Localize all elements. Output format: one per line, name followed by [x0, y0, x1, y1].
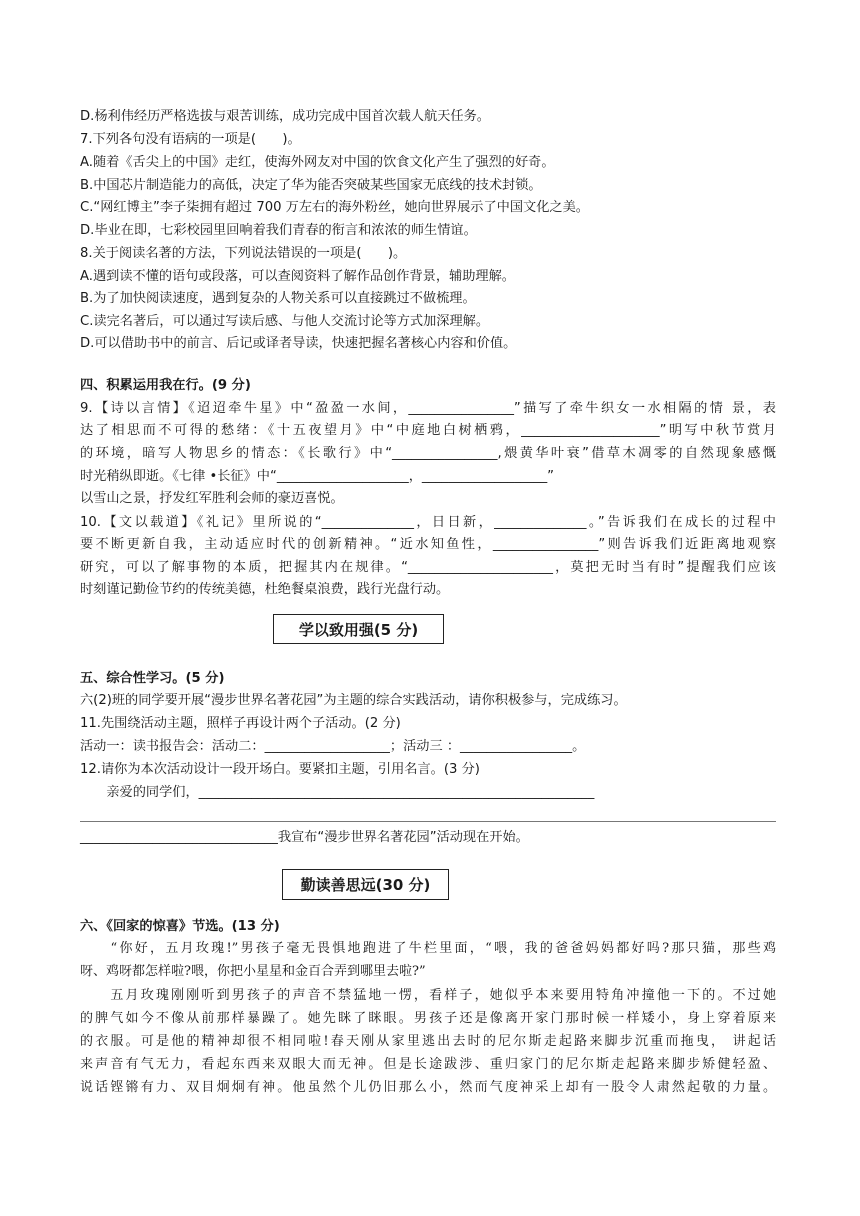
answer-blank-line [80, 821, 776, 822]
question-9-line-4: 时光稍纵即逝。《七律 •长征》中“____________________，___________________” [80, 469, 555, 484]
question-10-line-2: 要不断更新自我，主动适应时代的创新精神。“近水知鱼性，________________”则告诉我们近距离地观察 [80, 537, 776, 552]
section-6-heading: 六、《回家的惊喜》节选。(13 分) [80, 919, 280, 934]
passage-line-1: “你好，五月玫瑰!”男孩子毫无畏惧地跑进了牛栏里面，“喂，我的爸爸妈妈都好吗?那只猫，那些鸡 [80, 941, 776, 956]
question-9-line-1: 9.【诗以言情】《迢迢牵牛星》中“盈盈一水间，________________”描写了牵牛织女一水相隔的情 景，表 [80, 401, 776, 416]
option-7d-prev: D.杨利伟经历严格选拔与艰苦训练，成功完成中国首次载人航天任务。 [80, 109, 490, 124]
question-10-line-4: 时刻谨记勤俭节约的传统美德，杜绝餐桌浪费，践行光盘行动。 [80, 582, 450, 597]
passage-line-5: 的衣服。可是他的精神却很不相同啦!春天刚从家里逃出去时的尼尔斯走起路来脚步沉重而拖曳， 讲起话 [80, 1034, 776, 1049]
passage-line-4: 的脾气如今不像从前那样暴躁了。她先眯了眯眼。男孩子还是像离开家门那时候一样矮小，身上穿着原来 [80, 1011, 776, 1026]
passage-line-3: 五月玫瑰刚刚听到男孩子的声音不禁猛地一愣，看样子，她似乎本来要用特角冲撞他一下的。不过她 [80, 988, 776, 1003]
section-4-heading: 四、积累运用我在行。(9 分) [80, 378, 251, 393]
question-7: 7.下列各句没有语病的一项是( )。 [80, 132, 301, 147]
question-8-option-c: C.读完名著后，可以通过写读后感、与他人交流讨论等方式加深理解。 [80, 314, 490, 329]
question-7-option-d: D.毕业在即，七彩校园里回响着我们青春的衔言和浓浓的师生情谊。 [80, 223, 477, 238]
question-8-option-d: D.可以借助书中的前言、后记或译者导读，快速把握名著核心内容和价值。 [80, 336, 517, 351]
section-5-heading: 五、综合性学习。(5 分) [80, 671, 225, 686]
question-9-line-5: 以雪山之景，抒发红军胜利会师的豪迈喜悦。 [80, 491, 344, 506]
question-9-line-2: 达了相思而不可得的愁绪：《十五夜望月》中“中庭地白树栖鸦，_____________________”明写中秋节赏月 [80, 423, 776, 438]
question-7-option-b: B.中国芯片制造能力的高低，决定了华为能否突破某些国家无底线的技术封锁。 [80, 178, 542, 193]
question-12-opening: 亲爱的同学们，____________________________________________________________ [80, 785, 595, 800]
question-8: 8.关于阅读名著的方法，下列说法错误的一项是( )。 [80, 246, 407, 261]
question-10-line-1: 10.【文以载道】《礼记》里所说的“______________，日日新，______________。”告诉我们在成长的过程中 [80, 515, 776, 530]
question-9-line-3: 的环境，暗写人物思乡的情态：《长歌行》中“________________,煨黄华叶衰”借草木凋零的自然现象感慨 [80, 446, 776, 461]
question-7-option-c: C.“网红博主”李子柒拥有超过 700 万左右的海外粉丝，她向世界展示了中国文化之美。 [80, 200, 589, 215]
passage-line-7: 说话铿锵有力、双目炯炯有神。他虽然个儿仍旧那么小，然而气度神采上却有一股令人肃然起敬的力量。 [80, 1080, 776, 1095]
question-8-option-b: B.为了加快阅读速度，遇到复杂的人物关系可以直接跳过不做梳理。 [80, 291, 476, 306]
question-7-option-a: A.随着《舌尖上的中国》走红，使海外网友对中国的饮食文化产生了强烈的好奇。 [80, 155, 555, 170]
question-12-closing: ______________________________我宣布“漫步世界名著花园”活动现在开始。 [80, 830, 529, 845]
question-11-answer: 活动一：读书报告会：活动二：___________________；活动三 ：_________________。 [80, 739, 586, 754]
section-box-apply: 学以致用强(5 分) [273, 614, 444, 644]
passage-line-2: 呀、鸡呀都怎样啦?喂，你把小星星和金百合弄到哪里去啦?” [80, 964, 426, 979]
question-11: 11.先围绕活动主题，照样子再设计两个子活动。(2 分) [80, 716, 401, 731]
section-5-intro: 六(2)班的同学要开展“漫步世界名著花园”为主题的综合实践活动，请你积极参与，完成练习。 [80, 693, 627, 708]
question-10-line-3: 研究，可以了解事物的本质，把握其内在规律。“______________________，莫把无时当有时”提醒我们应该 [80, 560, 776, 575]
section-box-reading: 勤读善思远(30 分) [282, 869, 449, 900]
question-8-option-a: A.遇到读不懂的语句或段落，可以查阅资料了解作品创作背景，辅助理解。 [80, 269, 515, 284]
passage-line-6: 来声音有气无力，看起东西来双眼大而无神。但是长途跋涉、重归家门的尼尔斯走起路来脚步矫健轻盈、 [80, 1057, 776, 1072]
question-12: 12.请你为本次活动设计一段开场白。要紧扣主题，引用名言。(3 分) [80, 762, 480, 777]
